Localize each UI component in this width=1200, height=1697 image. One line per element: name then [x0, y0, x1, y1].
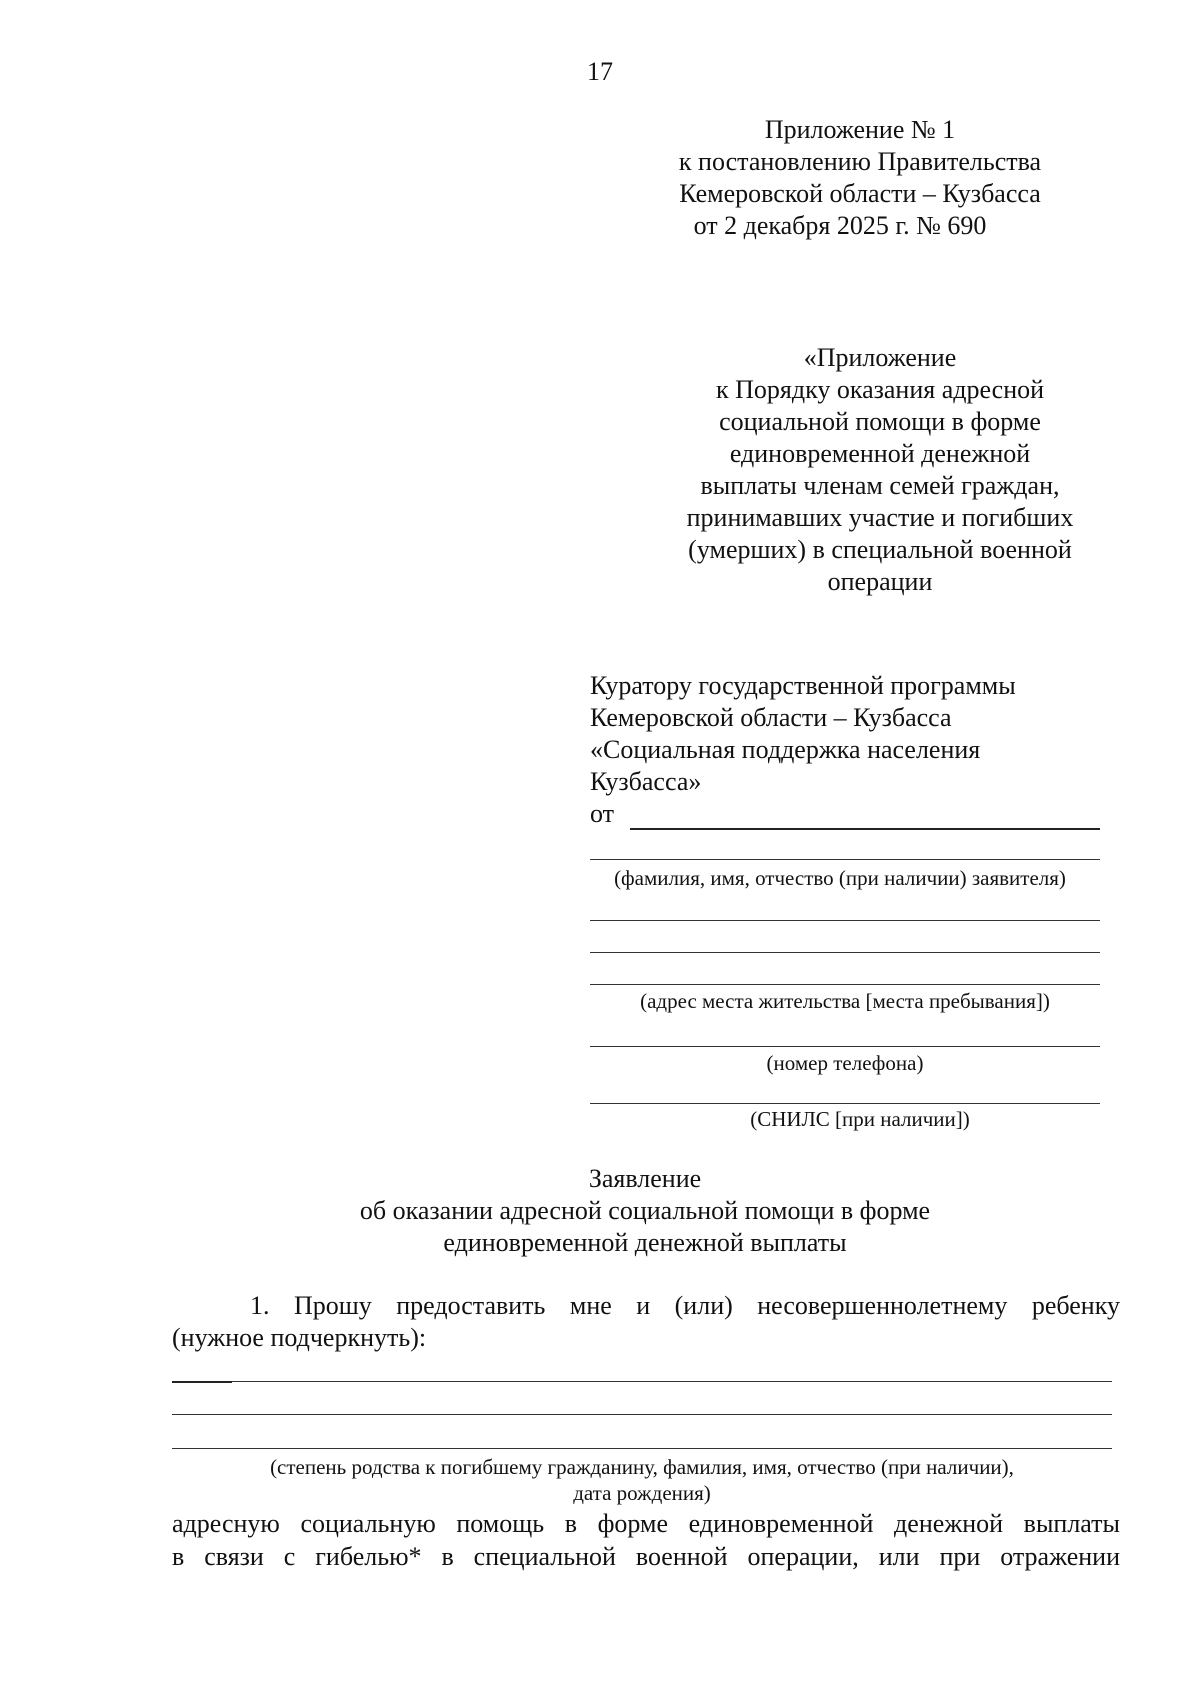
appendix-order-line: операции [827, 567, 933, 596]
address-field-2[interactable] [590, 952, 1100, 953]
from-label: от [590, 799, 615, 828]
addressee-line: «Социальная поддержка населения [590, 735, 981, 764]
paragraph-2-line-1: адресную социальную помощь в форме единовременной денежной выплаты [172, 1509, 1120, 1538]
document-subtitle [0, 1195, 1200, 1259]
appendix-order-line: выплаты членам семей граждан, [700, 471, 1060, 500]
page-number: 17 [587, 57, 613, 86]
paragraph-2-line-2: в связи с гибелью* в специальной военной операции, или при отражении [172, 1542, 1120, 1571]
addressee-line: Кемеровской области – Кузбасса [590, 703, 952, 732]
address-caption: (адрес места жительства [места пребывания]) [640, 989, 1050, 1013]
appendix-header-line: от 2 декабря 2025 г. № 690 [693, 211, 987, 240]
appendix-order-line: (умерших) в специальной военной [688, 535, 1072, 564]
paragraph-1-line-1: 1. Прошу предоставить мне и (или) несовершеннолетнему ребенку [250, 1291, 1120, 1320]
appendix-order-block [660, 342, 1100, 598]
appendix-order-line: единовременной денежной [729, 439, 1031, 468]
appendix-header-line: Кемеровской области – Кузбасса [679, 179, 1041, 208]
applicant-name-field[interactable] [630, 828, 1100, 830]
address-field-3[interactable] [590, 984, 1100, 985]
document-title [0, 1163, 1200, 1195]
appendix-header [650, 114, 1070, 242]
addressee-block [590, 670, 1110, 830]
addressee-line: Кузбасса» [590, 767, 702, 796]
title-line: Заявление [588, 1164, 702, 1193]
appendix-header-line: к постановлению Правительства [678, 147, 1042, 176]
snils-field[interactable] [590, 1103, 1100, 1104]
relation-caption-line: (степень родства к погибшему гражданину, фамилия, имя, отчество (при наличии), [270, 1455, 1014, 1479]
relation-field-1[interactable] [232, 1381, 1112, 1382]
relation-field-marker [172, 1381, 232, 1383]
addressee-line: Куратору государственной программы [590, 671, 1016, 700]
phone-field[interactable] [590, 1046, 1100, 1047]
appendix-order-line: социальной помощи в форме [719, 407, 1041, 436]
title-line: об оказании адресной социальной помощи в форме [359, 1196, 931, 1225]
appendix-order-line: «Приложение [803, 343, 957, 372]
phone-caption: (номер телефона) [766, 1051, 924, 1075]
applicant-name-field-2[interactable] [590, 859, 1100, 860]
title-line: единовременной денежной выплаты [443, 1228, 847, 1257]
paragraph-1-line-2: (нужное подчеркнуть): [172, 1323, 427, 1352]
appendix-order-line: к Порядку оказания адресной [715, 375, 1045, 404]
snils-caption: (СНИЛС [при наличии]) [750, 1107, 970, 1131]
relation-caption-line: дата рождения) [573, 1481, 711, 1505]
appendix-header-line: Приложение № 1 [764, 115, 956, 144]
address-field-1[interactable] [590, 920, 1100, 921]
applicant-name-caption: (фамилия, имя, отчество (при наличии) заявителя) [614, 866, 1066, 890]
relation-caption [172, 1454, 1112, 1506]
appendix-order-line: принимавших участие и погибших [686, 503, 1074, 532]
relation-field-2[interactable] [172, 1414, 1112, 1415]
relation-field-3[interactable] [172, 1448, 1112, 1449]
